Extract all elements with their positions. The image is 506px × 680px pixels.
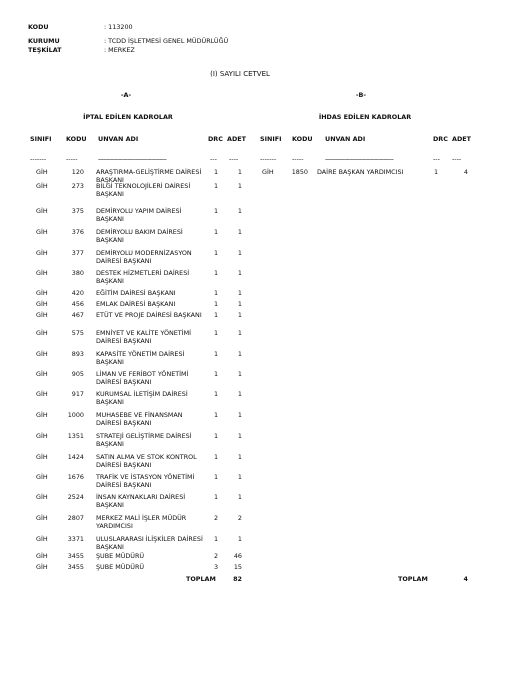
left-col-drc: DRC bbox=[208, 135, 223, 143]
row-unvan: ULUSLARARASI İLİŞKİLER DAİRESİ BAŞKANI bbox=[96, 535, 203, 551]
row-drc: 1 bbox=[213, 300, 219, 308]
row-drc: 1 bbox=[433, 168, 439, 176]
row-sinif: GİH bbox=[36, 473, 48, 481]
left-col-unvan: UNVAN ADI bbox=[98, 135, 139, 143]
row-unvan: DEMİRYOLU YAPIM DAİRESİ BAŞKANI bbox=[96, 207, 182, 223]
row-kodu: 467 bbox=[71, 311, 84, 319]
row-sinif: GİH bbox=[36, 390, 48, 398]
row-sinif: GİH bbox=[36, 514, 48, 522]
row-adet: 1 bbox=[237, 207, 242, 215]
row-kodu: 273 bbox=[71, 182, 84, 190]
row-kodu: 420 bbox=[71, 289, 84, 297]
row-unvan: ŞUBE MÜDÜRÜ bbox=[96, 563, 145, 571]
row-kodu: 380 bbox=[71, 269, 84, 277]
row-drc: 1 bbox=[213, 535, 219, 543]
left-total-label: TOPLAM bbox=[186, 575, 216, 583]
row-adet: 1 bbox=[237, 493, 242, 501]
row-sinif: GİH bbox=[36, 168, 48, 176]
row-sinif: GİH bbox=[36, 411, 48, 419]
row-sinif: GİH bbox=[36, 350, 48, 358]
row-drc: 1 bbox=[213, 289, 219, 297]
row-adet: 46 bbox=[233, 552, 242, 560]
left-dash-adet: ---- bbox=[229, 155, 239, 163]
row-adet: 1 bbox=[237, 289, 242, 297]
row-sinif: GİH bbox=[36, 182, 48, 190]
left-dash-unvan: ---------------------------------------- bbox=[98, 155, 167, 163]
row-kodu: 3455 bbox=[67, 552, 84, 560]
row-drc: 1 bbox=[213, 350, 219, 358]
row-adet: 1 bbox=[237, 168, 242, 176]
left-col-adet: ADET bbox=[227, 135, 246, 143]
row-kodu: 375 bbox=[71, 207, 84, 215]
row-sinif: GİH bbox=[36, 269, 48, 277]
right-col-adet: ADET bbox=[452, 135, 471, 143]
row-unvan: ETÜT VE PROJE DAİRESİ BAŞKANI bbox=[96, 311, 202, 319]
row-unvan: ŞUBE MÜDÜRÜ bbox=[96, 552, 145, 560]
row-sinif: GİH bbox=[36, 493, 48, 501]
row-adet: 1 bbox=[237, 453, 242, 461]
left-section-title: İPTAL EDİLEN KADROLAR bbox=[83, 113, 173, 121]
row-kodu: 456 bbox=[71, 300, 84, 308]
row-kodu: 376 bbox=[71, 228, 84, 236]
row-kodu: 575 bbox=[71, 329, 84, 337]
left-dash-drc: --- bbox=[210, 155, 217, 163]
row-adet: 1 bbox=[237, 249, 242, 257]
row-adet: 1 bbox=[237, 535, 242, 543]
row-unvan: KAPASİTE YÖNETİM DAİRESİ BAŞKANI bbox=[96, 350, 185, 366]
cetvel-title: (I) SAYILI CETVEL bbox=[210, 70, 270, 78]
row-unvan: STRATEJİ GELİŞTİRME DAİRESİ BAŞKANI bbox=[96, 432, 192, 448]
row-adet: 1 bbox=[237, 182, 242, 190]
left-dash-sinifi: ------- bbox=[30, 155, 47, 163]
right-dash-sinifi: ------- bbox=[260, 155, 277, 163]
row-sinif: GİH bbox=[36, 228, 48, 236]
row-adet: 4 bbox=[463, 168, 468, 176]
kodu-label: KODU bbox=[28, 23, 49, 31]
row-kodu: 1000 bbox=[67, 411, 84, 419]
row-kodu: 905 bbox=[71, 370, 84, 378]
row-drc: 1 bbox=[213, 168, 219, 176]
right-section-title: İHDAS EDİLEN KADROLAR bbox=[318, 113, 412, 121]
row-adet: 1 bbox=[237, 370, 242, 378]
right-col-kodu: KODU bbox=[292, 135, 313, 143]
row-drc: 2 bbox=[213, 552, 219, 560]
row-unvan: BİLGİ TEKNOLOJİLERİ DAİRESİ BAŞKANI bbox=[96, 182, 191, 198]
row-sinif: GİH bbox=[36, 329, 48, 337]
row-drc: 1 bbox=[213, 228, 219, 236]
row-kodu: 120 bbox=[71, 168, 84, 176]
teskilat-value: : MERKEZ bbox=[104, 46, 135, 54]
row-drc: 1 bbox=[213, 207, 219, 215]
right-dash-kodu: ----- bbox=[292, 155, 304, 163]
row-sinif: GİH bbox=[36, 207, 48, 215]
row-adet: 1 bbox=[237, 473, 242, 481]
row-adet: 1 bbox=[237, 411, 242, 419]
row-drc: 1 bbox=[213, 329, 219, 337]
left-col-sinifi: SINIFI bbox=[30, 135, 52, 143]
row-adet: 1 bbox=[237, 300, 242, 308]
right-section-letter: -B- bbox=[355, 91, 367, 99]
row-drc: 1 bbox=[213, 453, 219, 461]
row-kodu: 893 bbox=[71, 350, 84, 358]
row-sinif: GİH bbox=[36, 289, 48, 297]
right-dash-drc: --- bbox=[433, 155, 440, 163]
row-adet: 1 bbox=[237, 329, 242, 337]
row-unvan: MUHASEBE VE FİNANSMAN DAİRESİ BAŞKANI bbox=[96, 411, 183, 427]
row-unvan: LİMAN VE FERİBOT YÖNETİMİ DAİRESİ BAŞKANI bbox=[96, 370, 189, 386]
row-sinif: GİH bbox=[36, 453, 48, 461]
right-dash-unvan: ---------------------------------------- bbox=[325, 155, 394, 163]
row-unvan: ARAŞTIRMA-GELİŞTİRME DAİRESİ BAŞKANI bbox=[96, 168, 202, 184]
left-dash-kodu: ----- bbox=[66, 155, 78, 163]
row-kodu: 917 bbox=[71, 390, 84, 398]
row-adet: 2 bbox=[237, 514, 242, 522]
row-unvan: DEMİRYOLU MODERNİZASYON DAİRESİ BAŞKANI bbox=[96, 249, 192, 265]
row-drc: 1 bbox=[213, 390, 219, 398]
row-unvan: DAİRE BAŞKAN YARDIMCISI bbox=[317, 168, 404, 176]
row-kodu: 1351 bbox=[67, 432, 84, 440]
row-adet: 1 bbox=[237, 311, 242, 319]
row-drc: 1 bbox=[213, 311, 219, 319]
row-kodu: 2807 bbox=[67, 514, 84, 522]
teskilat-label: TEŞKİLAT bbox=[28, 46, 62, 54]
row-adet: 1 bbox=[237, 350, 242, 358]
row-kodu: 1676 bbox=[67, 473, 84, 481]
right-dash-adet: ---- bbox=[452, 155, 462, 163]
row-sinif: GİH bbox=[36, 300, 48, 308]
row-sinif: GİH bbox=[36, 311, 48, 319]
right-total-label: TOPLAM bbox=[398, 575, 428, 583]
kurumu-label: KURUMU bbox=[28, 37, 60, 45]
row-kodu: 3455 bbox=[67, 563, 84, 571]
row-kodu: 2524 bbox=[67, 493, 84, 501]
right-col-unvan: UNVAN ADI bbox=[325, 135, 366, 143]
left-col-kodu: KODU bbox=[66, 135, 87, 143]
row-adet: 1 bbox=[237, 432, 242, 440]
right-total-value: 4 bbox=[463, 575, 468, 583]
row-sinif: GİH bbox=[36, 370, 48, 378]
row-drc: 1 bbox=[213, 432, 219, 440]
row-unvan: EMLAK DAİRESİ BAŞKANI bbox=[96, 300, 176, 308]
row-unvan: DEMİRYOLU BAKIM DAİRESİ BAŞKANI bbox=[96, 228, 183, 244]
row-drc: 1 bbox=[213, 411, 219, 419]
row-kodu: 1424 bbox=[67, 453, 84, 461]
row-unvan: DESTEK HİZMETLERİ DAİRESİ BAŞKANI bbox=[96, 269, 190, 285]
row-drc: 3 bbox=[213, 563, 219, 571]
row-unvan: EĞİTİM DAİRESİ BAŞKANI bbox=[96, 289, 176, 297]
row-kodu: 1850 bbox=[291, 168, 308, 176]
row-sinif: GİH bbox=[262, 168, 274, 176]
row-drc: 1 bbox=[213, 182, 219, 190]
left-section-letter: -A- bbox=[120, 91, 132, 99]
row-drc: 1 bbox=[213, 249, 219, 257]
row-sinif: GİH bbox=[36, 249, 48, 257]
row-drc: 1 bbox=[213, 473, 219, 481]
row-unvan: SATIN ALMA VE STOK KONTROL DAİRESİ BAŞKANI bbox=[96, 453, 197, 469]
row-unvan: EMNİYET VE KALİTE YÖNETİMİ DAİRESİ BAŞKANI bbox=[96, 329, 191, 345]
row-drc: 1 bbox=[213, 269, 219, 277]
row-drc: 2 bbox=[213, 514, 219, 522]
row-unvan: TRAFİK VE İSTASYON YÖNETİMİ DAİRESİ BAŞKANI bbox=[96, 473, 195, 489]
row-unvan: İNSAN KAYNAKLARI DAİRESİ BAŞKANI bbox=[96, 493, 186, 509]
row-kodu: 3371 bbox=[67, 535, 84, 543]
row-drc: 1 bbox=[213, 493, 219, 501]
row-sinif: GİH bbox=[36, 535, 48, 543]
right-col-sinifi: SINIFI bbox=[260, 135, 282, 143]
row-unvan: KURUMSAL İLETİŞİM DAİRESİ BAŞKANI bbox=[96, 390, 188, 406]
row-adet: 1 bbox=[237, 228, 242, 236]
row-adet: 1 bbox=[237, 269, 242, 277]
row-sinif: GİH bbox=[36, 563, 48, 571]
kodu-value: : 113200 bbox=[104, 23, 133, 31]
row-unvan: MERKEZ MALİ İŞLER MÜDÜR YARDIMCISI bbox=[96, 514, 187, 530]
row-adet: 15 bbox=[233, 563, 242, 571]
row-sinif: GİH bbox=[36, 432, 48, 440]
left-total-value: 82 bbox=[233, 575, 242, 583]
row-adet: 1 bbox=[237, 390, 242, 398]
right-col-drc: DRC bbox=[433, 135, 448, 143]
row-drc: 1 bbox=[213, 370, 219, 378]
row-kodu: 377 bbox=[71, 249, 84, 257]
row-sinif: GİH bbox=[36, 552, 48, 560]
kurumu-value: : TCDD İŞLETMESİ GENEL MÜDÜRLÜĞÜ bbox=[104, 37, 229, 45]
